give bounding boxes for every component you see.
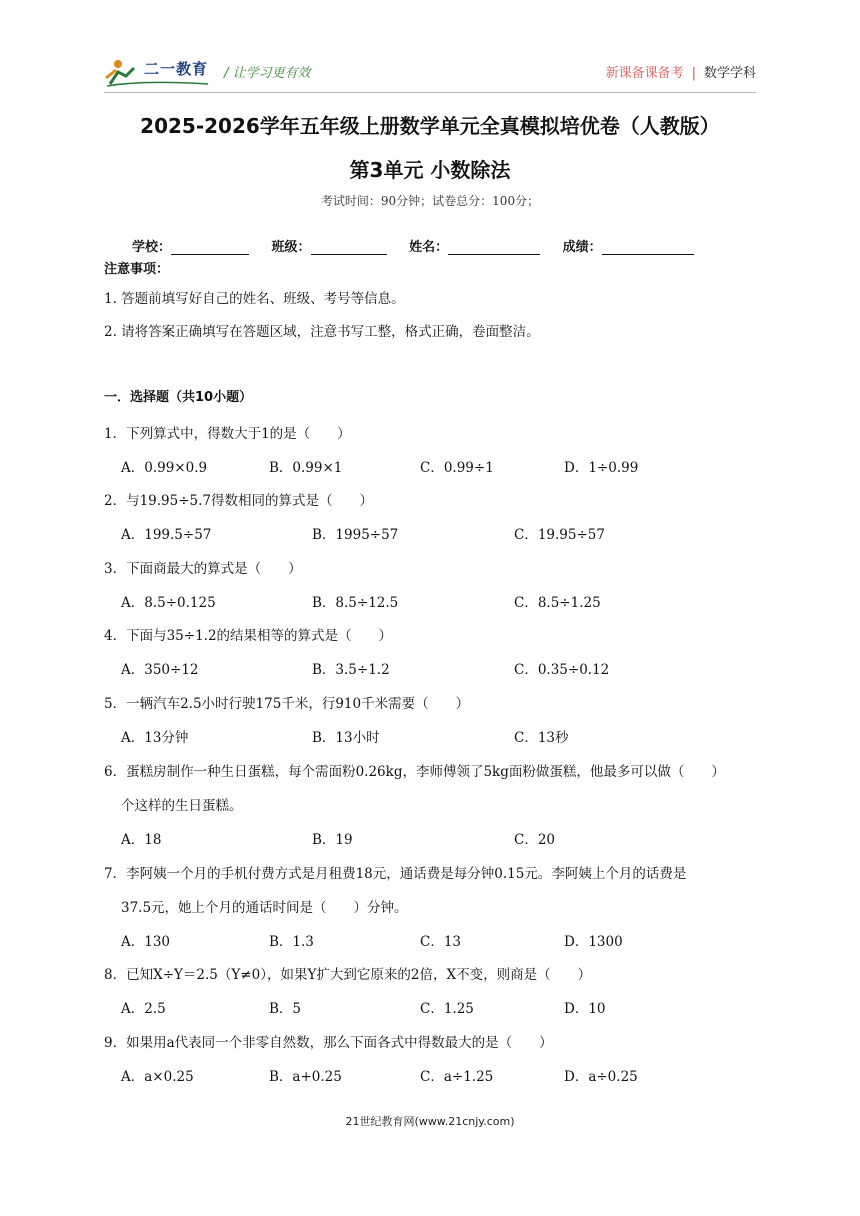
question-stem: 6．蛋糕房制作一种生日蛋糕，每个需面粉0.26kg，李师傅领了5kg面粉做蛋糕，他最多可以做（ ） — [104, 764, 725, 780]
option-c[interactable]: C．0.35÷0.12 — [514, 662, 610, 678]
option-a[interactable]: A．350÷12 — [121, 662, 199, 678]
header-separator: | — [691, 66, 696, 81]
option-c[interactable]: C．a÷1.25 — [420, 1069, 494, 1085]
question-stem: 3．下面商最大的算式是（ ） — [104, 561, 302, 577]
header-right — [606, 62, 756, 81]
option-b[interactable]: B．a+0.25 — [269, 1069, 342, 1085]
option-a[interactable]: A．8.5÷0.125 — [121, 595, 216, 611]
option-c[interactable]: C．20 — [514, 832, 556, 848]
question-stem: 7．李阿姨一个月的手机付费方式是月租费18元，通话费是每分钟0.15元。李阿姨上个月的话费是 — [104, 866, 687, 882]
option-d[interactable]: D．a÷0.25 — [564, 1069, 638, 1085]
option-d[interactable]: D．1300 — [564, 934, 623, 950]
question-stem: 4．下面与35÷1.2的结果相等的算式是（ ） — [104, 628, 393, 644]
logo-text: 二一教育 — [144, 60, 209, 78]
option-c[interactable]: C．0.99÷1 — [420, 460, 494, 476]
question-stem: 2．与19.95÷5.7得数相同的算式是（ ） — [104, 493, 374, 509]
option-b[interactable]: B．1995÷57 — [312, 527, 399, 543]
header-tag: 新课备课备考 — [605, 66, 684, 81]
slogan: / 让学习更有效 — [224, 66, 311, 81]
option-a[interactable]: A．2.5 — [121, 1001, 166, 1017]
option-b[interactable]: B．8.5÷12.5 — [312, 595, 399, 611]
question-stem-continued: 37.5元，她上个月的通话时间是（ ）分钟。 — [121, 900, 408, 916]
option-c[interactable]: C．13 — [420, 934, 462, 950]
option-a[interactable]: A．a×0.25 — [121, 1069, 194, 1085]
option-c[interactable]: C．19.95÷57 — [514, 527, 605, 543]
section-heading: 一．选择题（共10小题） — [104, 390, 253, 405]
exam-info: 考试时间：90分钟；试卷总分：100分； — [320, 194, 540, 208]
page-header — [104, 52, 756, 92]
header-divider — [104, 92, 756, 93]
question-stem-continued: 个这样的生日蛋糕。 — [121, 798, 243, 814]
option-a[interactable]: A．13分钟 — [121, 730, 189, 746]
student-info-fields — [132, 236, 712, 255]
score-field[interactable]: 成绩： — [563, 236, 694, 255]
header-subject: 数学学科 — [703, 66, 756, 81]
name-field[interactable]: 姓名： — [409, 236, 540, 255]
question-stem: 5．一辆汽车2.5小时行驶175千米，行910千米需要（ ） — [104, 696, 470, 712]
question-stem: 9．如果用a代表同一个非零自然数，那么下面各式中得数最大的是（ ） — [104, 1035, 553, 1051]
option-c[interactable]: C．13秒 — [514, 730, 569, 746]
option-a[interactable]: A．130 — [121, 934, 171, 950]
option-b[interactable]: B．19 — [312, 832, 353, 848]
option-c[interactable]: C．8.5÷1.25 — [514, 595, 601, 611]
notice-item: 1. 答题前填写好自己的姓名、班级、考号等信息。 — [104, 291, 405, 307]
option-b[interactable]: B．13小时 — [312, 730, 380, 746]
unit-title: 第3单元 小数除法 — [349, 158, 511, 182]
option-b[interactable]: B．3.5÷1.2 — [312, 662, 390, 678]
page-footer: 21世纪教育网(www.21cnjy.com) — [345, 1115, 515, 1128]
option-b[interactable]: B．0.99×1 — [269, 460, 343, 476]
notice-heading: 注意事项： — [104, 262, 170, 277]
option-a[interactable]: A．0.99×0.9 — [121, 460, 208, 476]
option-c[interactable]: C．1.25 — [420, 1001, 474, 1017]
school-field[interactable]: 学校： — [132, 236, 249, 255]
class-field[interactable]: 班级： — [272, 236, 387, 255]
option-d[interactable]: D．1÷0.99 — [564, 460, 639, 476]
option-a[interactable]: A．18 — [121, 832, 162, 848]
option-d[interactable]: D．10 — [564, 1001, 606, 1017]
question-stem: 8．已知X÷Y＝2.5（Y≠0），如果Y扩大到它原来的2倍，X不变，则商是（ ） — [104, 967, 592, 983]
question-stem: 1．下列算式中，得数大于1的是（ ） — [104, 426, 351, 442]
page-title: 2025-2026学年五年级上册数学单元全真模拟培优卷（人教版） — [140, 114, 720, 138]
option-b[interactable]: B．5 — [269, 1001, 302, 1017]
option-b[interactable]: B．1.3 — [269, 934, 314, 950]
option-a[interactable]: A．199.5÷57 — [121, 527, 212, 543]
notice-item: 2. 请将答案正确填写在答题区域，注意书写工整，格式正确，卷面整洁。 — [104, 324, 540, 340]
